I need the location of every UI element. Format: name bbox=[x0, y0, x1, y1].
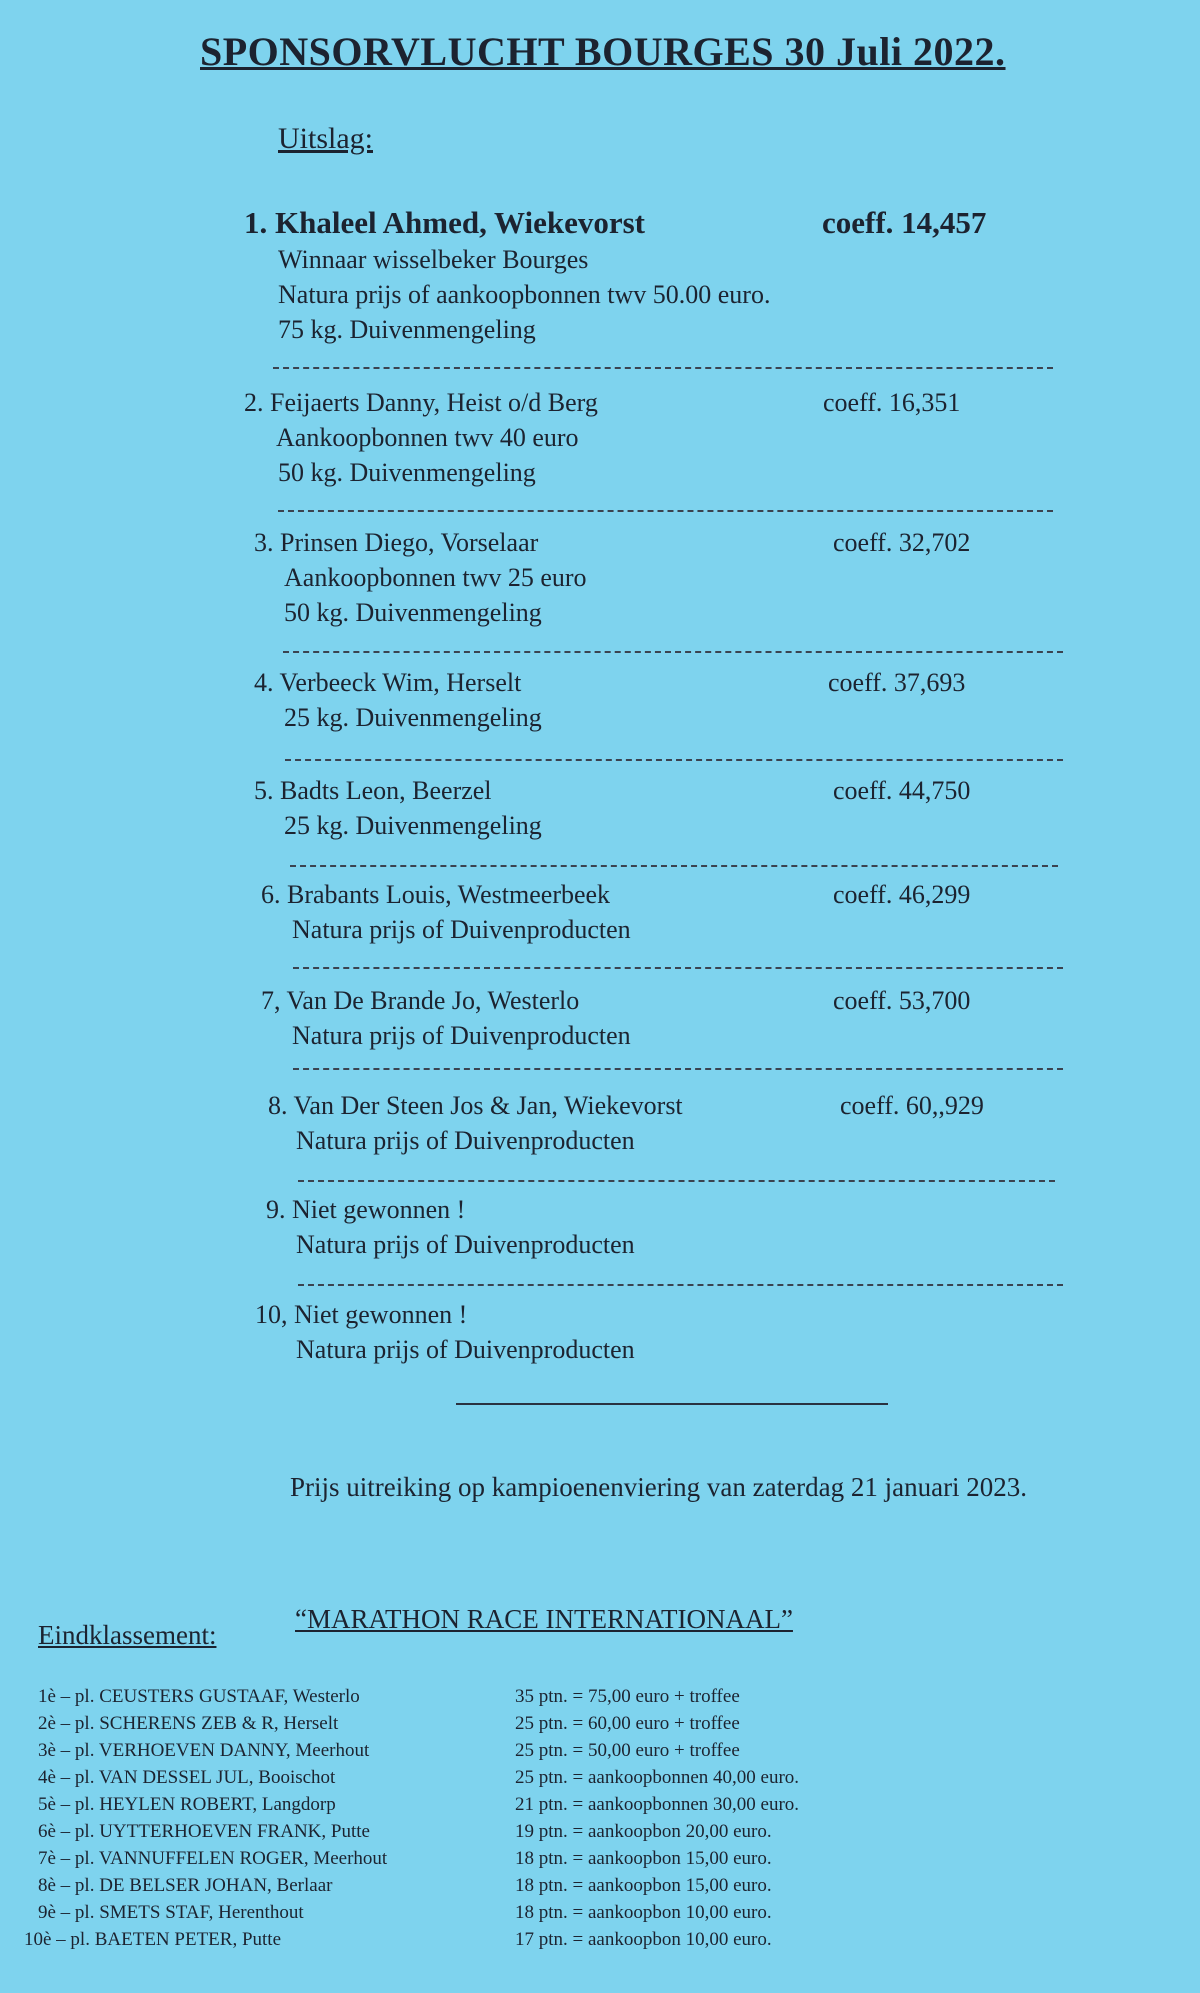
standings-row bbox=[0, 1737, 1200, 1764]
result-detail: 75 kg. Duivenmengeling bbox=[278, 315, 536, 344]
standings-prize: 25 ptn. = 50,00 euro + troffee bbox=[515, 1740, 740, 1761]
separator bbox=[293, 1068, 1063, 1070]
standings-prize: 18 ptn. = aankoopbon 15,00 euro. bbox=[515, 1875, 772, 1896]
separator bbox=[285, 759, 1063, 761]
standings-row bbox=[0, 1764, 1200, 1791]
result-detail: Natura prijs of aankoopbonnen twv 50.00 euro. bbox=[278, 280, 771, 309]
result-detail: Aankoopbonnen twv 25 euro bbox=[284, 563, 587, 592]
page-title: SPONSORVLUCHT BOURGES 30 Juli 2022. bbox=[200, 29, 1006, 74]
standings-place: 2è – pl. SCHERENS ZEB & R, Herselt bbox=[38, 1713, 339, 1734]
separator bbox=[293, 967, 1063, 969]
standings-prize: 17 ptn. = aankoopbon 10,00 euro. bbox=[515, 1929, 772, 1950]
separator bbox=[298, 1284, 1063, 1286]
standings-prize: 18 ptn. = aankoopbon 15,00 euro. bbox=[515, 1848, 772, 1869]
result-detail: Natura prijs of Duivenproducten bbox=[292, 915, 631, 944]
result-coeff: coeff. 14,457 bbox=[822, 205, 987, 240]
standings-row bbox=[0, 1899, 1200, 1926]
result-detail: 25 kg. Duivenmengeling bbox=[284, 703, 542, 732]
standings-place: 9è – pl. SMETS STAF, Herenthout bbox=[38, 1902, 304, 1923]
divider-line bbox=[456, 1403, 888, 1405]
marathon-title: “MARATHON RACE INTERNATIONAAL” bbox=[295, 1604, 793, 1634]
result-coeff: coeff. 53,700 bbox=[833, 986, 971, 1015]
separator bbox=[290, 865, 1058, 867]
result-name: 8. Van Der Steen Jos & Jan, Wiekevorst bbox=[268, 1091, 683, 1120]
result-detail: Aankoopbonnen twv 40 euro bbox=[276, 423, 579, 452]
result-detail: 50 kg. Duivenmengeling bbox=[284, 598, 542, 627]
result-detail: 25 kg. Duivenmengeling bbox=[284, 811, 542, 840]
standings-row bbox=[0, 1683, 1200, 1710]
standings-row bbox=[0, 1818, 1200, 1845]
standings-row bbox=[0, 1845, 1200, 1872]
result-detail: Natura prijs of Duivenproducten bbox=[296, 1335, 635, 1364]
result-detail: Natura prijs of Duivenproducten bbox=[296, 1126, 635, 1155]
result-detail: Natura prijs of Duivenproducten bbox=[296, 1230, 635, 1259]
result-name: 4. Verbeeck Wim, Herselt bbox=[254, 668, 522, 697]
result-name: 7, Van De Brande Jo, Westerlo bbox=[261, 986, 580, 1015]
standings-prize: 25 ptn. = 60,00 euro + troffee bbox=[515, 1713, 740, 1734]
standings-place: 8è – pl. DE BELSER JOHAN, Berlaar bbox=[38, 1875, 333, 1896]
standings-place: 1è – pl. CEUSTERS GUSTAAF, Westerlo bbox=[38, 1686, 360, 1707]
result-coeff: coeff. 16,351 bbox=[823, 388, 961, 417]
result-coeff: coeff. 32,702 bbox=[833, 528, 971, 557]
result-coeff: coeff. 44,750 bbox=[833, 776, 971, 805]
result-coeff: coeff. 60,,929 bbox=[840, 1091, 984, 1120]
standings-place: 3è – pl. VERHOEVEN DANNY, Meerhout bbox=[38, 1740, 370, 1761]
standings-heading: Eindklassement: bbox=[38, 1620, 217, 1650]
result-detail: 50 kg. Duivenmengeling bbox=[278, 458, 536, 487]
separator bbox=[273, 367, 1053, 369]
standings-row bbox=[0, 1791, 1200, 1818]
standings-row bbox=[0, 1926, 1200, 1953]
standings-prize: 21 ptn. = aankoopbonnen 30,00 euro. bbox=[515, 1794, 800, 1815]
standings-prize: 18 ptn. = aankoopbon 10,00 euro. bbox=[515, 1902, 772, 1923]
standings-place: 7è – pl. VANNUFFELEN ROGER, Meerhout bbox=[38, 1848, 388, 1869]
result-name: 2. Feijaerts Danny, Heist o/d Berg bbox=[244, 388, 598, 417]
results-heading: Uitslag: bbox=[278, 122, 373, 155]
result-name: 9. Niet gewonnen ! bbox=[266, 1195, 466, 1224]
standings-place: 5è – pl. HEYLEN ROBERT, Langdorp bbox=[38, 1794, 336, 1815]
result-name: 10, Niet gewonnen ! bbox=[255, 1300, 468, 1329]
result-coeff: coeff. 46,299 bbox=[833, 880, 971, 909]
standings-row bbox=[0, 1710, 1200, 1737]
ceremony-note: Prijs uitreiking op kampioenenviering van zaterdag 21 januari 2023. bbox=[290, 1472, 1028, 1502]
separator bbox=[283, 651, 1063, 653]
standings-place: 10è – pl. BAETEN PETER, Putte bbox=[24, 1929, 282, 1950]
result-name: 6. Brabants Louis, Westmeerbeek bbox=[261, 880, 611, 909]
standings-prize: 35 ptn. = 75,00 euro + troffee bbox=[515, 1686, 740, 1707]
separator bbox=[298, 1180, 1055, 1182]
result-detail: Natura prijs of Duivenproducten bbox=[292, 1021, 631, 1050]
result-coeff: coeff. 37,693 bbox=[828, 668, 966, 697]
standings-row bbox=[0, 1872, 1200, 1899]
result-detail: Winnaar wisselbeker Bourges bbox=[278, 245, 589, 274]
standings-prize: 25 ptn. = aankoopbonnen 40,00 euro. bbox=[515, 1767, 800, 1788]
result-name: 1. Khaleel Ahmed, Wiekevorst bbox=[244, 205, 645, 240]
separator bbox=[278, 510, 1053, 512]
standings-prize: 19 ptn. = aankoopbon 20,00 euro. bbox=[515, 1821, 772, 1842]
standings-place: 6è – pl. UYTTERHOEVEN FRANK, Putte bbox=[38, 1821, 370, 1842]
result-name: 5. Badts Leon, Beerzel bbox=[254, 776, 492, 805]
result-name: 3. Prinsen Diego, Vorselaar bbox=[254, 528, 539, 557]
standings-place: 4è – pl. VAN DESSEL JUL, Booischot bbox=[38, 1767, 336, 1788]
